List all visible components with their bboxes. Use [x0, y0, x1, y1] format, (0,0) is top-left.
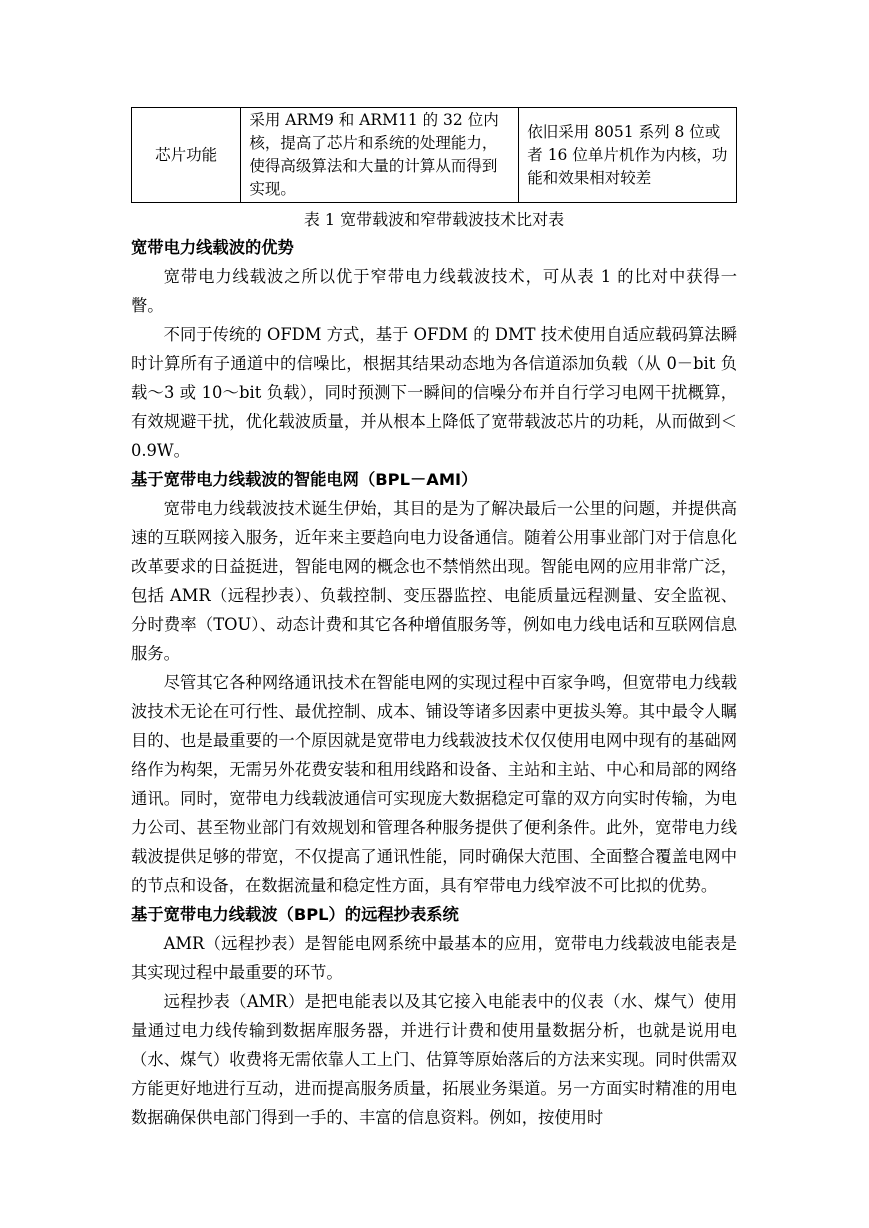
paragraph: 尽管其它各种网络通讯技术在智能电网的实现过程中百家争鸣，但宽带电力线载波技术无论在可行性、最优控制、成本、铺设等诸多因素中更拔头筹。其中最令人瞩目的、也是最重要的一个原因就是宽带电力线载波技术仅仅使用电网中现有的基础网络作为构架，无需另外花费安装和租用线路和设备、主站和主站、中心和局部的网络通讯。同时，宽带电力线载波通信可实现庞大数据稳定可靠的双方向实时传输，为电力公司、甚至物业部门有效规划和管理各种服务提供了便利条件。此外，宽带电力线载波提供足够的带宽，不仅提高了通讯性能，同时确保大范围、全面整合覆盖电网中的节点和设备，在数据流量和稳定性方面，具有窄带电力线窄波不可比拟的优势。	[131, 673, 737, 895]
paragraph: 远程抄表（AMR）是把电能表以及其它接入电能表中的仪表（水、煤气）使用量通过电力线传输到数据库服务器，并进行计费和使用量数据分析，也就是说用电（水、煤气）收费将无需依靠人工上门、估算等原始落后的方法来实现。同时供需双方能更好地进行互动，进而提高服务质量，拓展业务渠道。另一方面实时精准的用电数据确保供电部门得到一手的、丰富的信息资料。例如，按使用时	[131, 992, 737, 1127]
paragraph: 不同于传统的 OFDM 方式，基于 OFDM 的 DMT 技术使用自适应载码算法瞬时计算所有子通道中的信噪比，根据其结果动态地为各信道添加负载（从 0－bit 负载～3 或 10～bit 负载），同时预测下一瞬间的信噪分布并自行学习电网干扰概算，有效规避干扰，优化载波质量，并从根本上降低了宽带载波芯片的功耗，从而做到＜0.9W。	[131, 325, 737, 460]
table-caption: 表 1 宽带载波和窄带载波技术比对表	[303, 210, 565, 229]
section-heading: 宽带电力线载波的优势	[131, 238, 294, 257]
table-cell-broadband: 采用 ARM9 和 ARM11 的 32 位内核，提高了芯片和系统的处理能力，使得高级算法和大量的计算从而得到实现。	[241, 108, 519, 203]
paragraph: AMR（远程抄表）是智能电网系统中最基本的应用，宽带电力线载波电能表是其实现过程中最重要的环节。	[131, 934, 737, 982]
comparison-table	[131, 107, 737, 203]
table-row	[132, 108, 737, 203]
paragraph: 宽带电力线载波技术诞生伊始，其目的是为了解决最后一公里的问题，并提供高速的互联网接入服务，近年来主要趋向电力设备通信。随着公用事业部门对于信息化改革要求的日益挺进，智能电网的概念也不禁悄然出现。智能电网的应用非常广泛，包括 AMR（远程抄表）、负载控制、变压器监控、电能质量远程测量、安全监视、分时费率（TOU）、动态计费和其它各种增值服务等，例如电力线电话和互联网信息服务。	[131, 499, 737, 663]
paragraph: 宽带电力线载波之所以优于窄带电力线载波技术，可从表 1 的比对中获得一瞥。	[131, 267, 737, 315]
section-heading: 基于宽带电力线载波（BPL）的远程抄表系统	[131, 905, 459, 924]
section-heading: 基于宽带电力线载波的智能电网（BPL－AMI）	[131, 470, 478, 489]
table-cell-narrowband: 依旧采用 8051 系列 8 位或者 16 位单片机作为内核，功能和效果相对较差	[519, 108, 737, 203]
article-body	[131, 233, 737, 1132]
table-cell-feature: 芯片功能	[132, 108, 241, 203]
